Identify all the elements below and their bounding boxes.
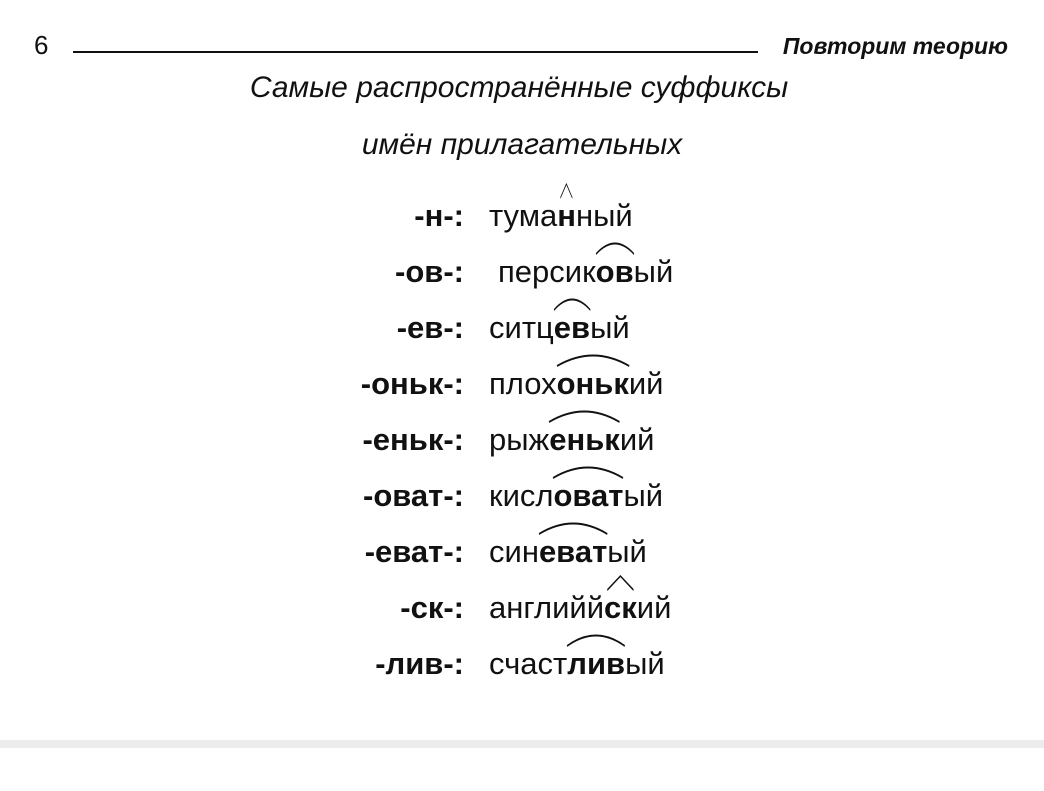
word-ending: ий bbox=[628, 366, 664, 401]
example-word bbox=[489, 308, 630, 348]
word-root: син bbox=[489, 534, 539, 569]
word-suffix-text: ск bbox=[604, 590, 637, 625]
suffix-label: -н-: bbox=[414, 198, 464, 233]
word-suffix bbox=[549, 420, 620, 460]
word-ending: ый bbox=[625, 646, 665, 681]
example-word bbox=[489, 476, 663, 516]
word-suffix bbox=[554, 308, 590, 348]
word-root: плох bbox=[489, 366, 557, 401]
suffix-arc-icon bbox=[553, 463, 623, 479]
word-suffix bbox=[553, 476, 623, 516]
word-suffix bbox=[596, 252, 634, 292]
suffix-arc-icon bbox=[557, 183, 576, 199]
example-word bbox=[489, 420, 654, 460]
example-word bbox=[489, 364, 664, 404]
suffix-arc-icon bbox=[554, 295, 590, 311]
word-root: кисл bbox=[489, 478, 554, 513]
word-suffix-text: оньк bbox=[556, 366, 629, 401]
word-ending: ый bbox=[633, 254, 674, 289]
example-word bbox=[489, 196, 633, 236]
word-suffix-text: ев bbox=[553, 310, 591, 345]
suffix-label: -еват-: bbox=[364, 534, 464, 569]
word-ending: ный bbox=[576, 198, 633, 233]
suffix-arc-icon bbox=[549, 407, 620, 423]
suffix-row-ovat bbox=[0, 476, 1044, 524]
suffix-label: -еньк-: bbox=[362, 422, 464, 457]
word-ending: ый bbox=[623, 478, 664, 513]
word-suffix-text: еньк bbox=[549, 422, 620, 457]
suffix-label: -ск-: bbox=[400, 590, 464, 625]
suffix-row-ov bbox=[0, 252, 1044, 300]
page-bottom-band bbox=[0, 740, 1044, 791]
word-root: ситц bbox=[489, 310, 554, 345]
suffix-row-evat bbox=[0, 532, 1044, 580]
word-root: английй bbox=[489, 590, 605, 625]
suffix-label: -оват-: bbox=[363, 478, 464, 513]
word-suffix-text: оват bbox=[553, 478, 624, 513]
suffix-arc-icon bbox=[567, 631, 625, 647]
word-suffix-text: еват bbox=[538, 534, 608, 569]
word-ending: ий bbox=[636, 590, 672, 625]
word-root: счаст bbox=[489, 646, 568, 681]
suffix-label: -оньк-: bbox=[360, 366, 464, 401]
word-suffix bbox=[557, 364, 629, 404]
word-suffix bbox=[567, 644, 625, 684]
suffix-arc-icon bbox=[539, 519, 607, 535]
example-word bbox=[489, 644, 665, 684]
word-suffix-text: лив bbox=[567, 646, 626, 681]
heading-line-1: Самые распространённые суффиксы bbox=[249, 71, 789, 104]
word-suffix bbox=[557, 196, 576, 236]
word-suffix-text: ов bbox=[595, 254, 634, 289]
suffix-label: -ев-: bbox=[396, 310, 464, 345]
suffix-row-ev bbox=[0, 308, 1044, 356]
word-suffix-text: н bbox=[557, 198, 576, 233]
suffix-arc-icon bbox=[557, 351, 629, 367]
word-ending: ый bbox=[590, 310, 630, 345]
word-root: персик bbox=[498, 254, 596, 289]
suffix-row-enk bbox=[0, 420, 1044, 468]
example-word bbox=[489, 588, 671, 628]
section-title: Повторим теорию bbox=[782, 33, 1008, 59]
suffix-row-n bbox=[0, 196, 1044, 244]
word-suffix bbox=[539, 532, 607, 572]
word-ending: ий bbox=[619, 422, 655, 457]
word-root: тума bbox=[489, 198, 558, 233]
word-root: рыж bbox=[489, 422, 550, 457]
example-word bbox=[489, 532, 647, 572]
heading-line-2: имён прилагательных bbox=[361, 128, 683, 161]
word-suffix bbox=[604, 588, 637, 628]
suffix-row-onk bbox=[0, 364, 1044, 412]
suffix-label: -лив-: bbox=[375, 646, 464, 681]
example-word bbox=[498, 252, 673, 292]
word-ending: ый bbox=[607, 534, 647, 569]
suffix-row-liv bbox=[0, 644, 1044, 692]
suffix-arc-icon bbox=[596, 239, 634, 255]
suffix-arc-icon bbox=[604, 575, 637, 591]
suffix-row-sk bbox=[0, 588, 1044, 636]
header-rule bbox=[73, 51, 758, 53]
suffix-label: -ов-: bbox=[395, 254, 464, 289]
page-number: 6 bbox=[34, 30, 49, 60]
